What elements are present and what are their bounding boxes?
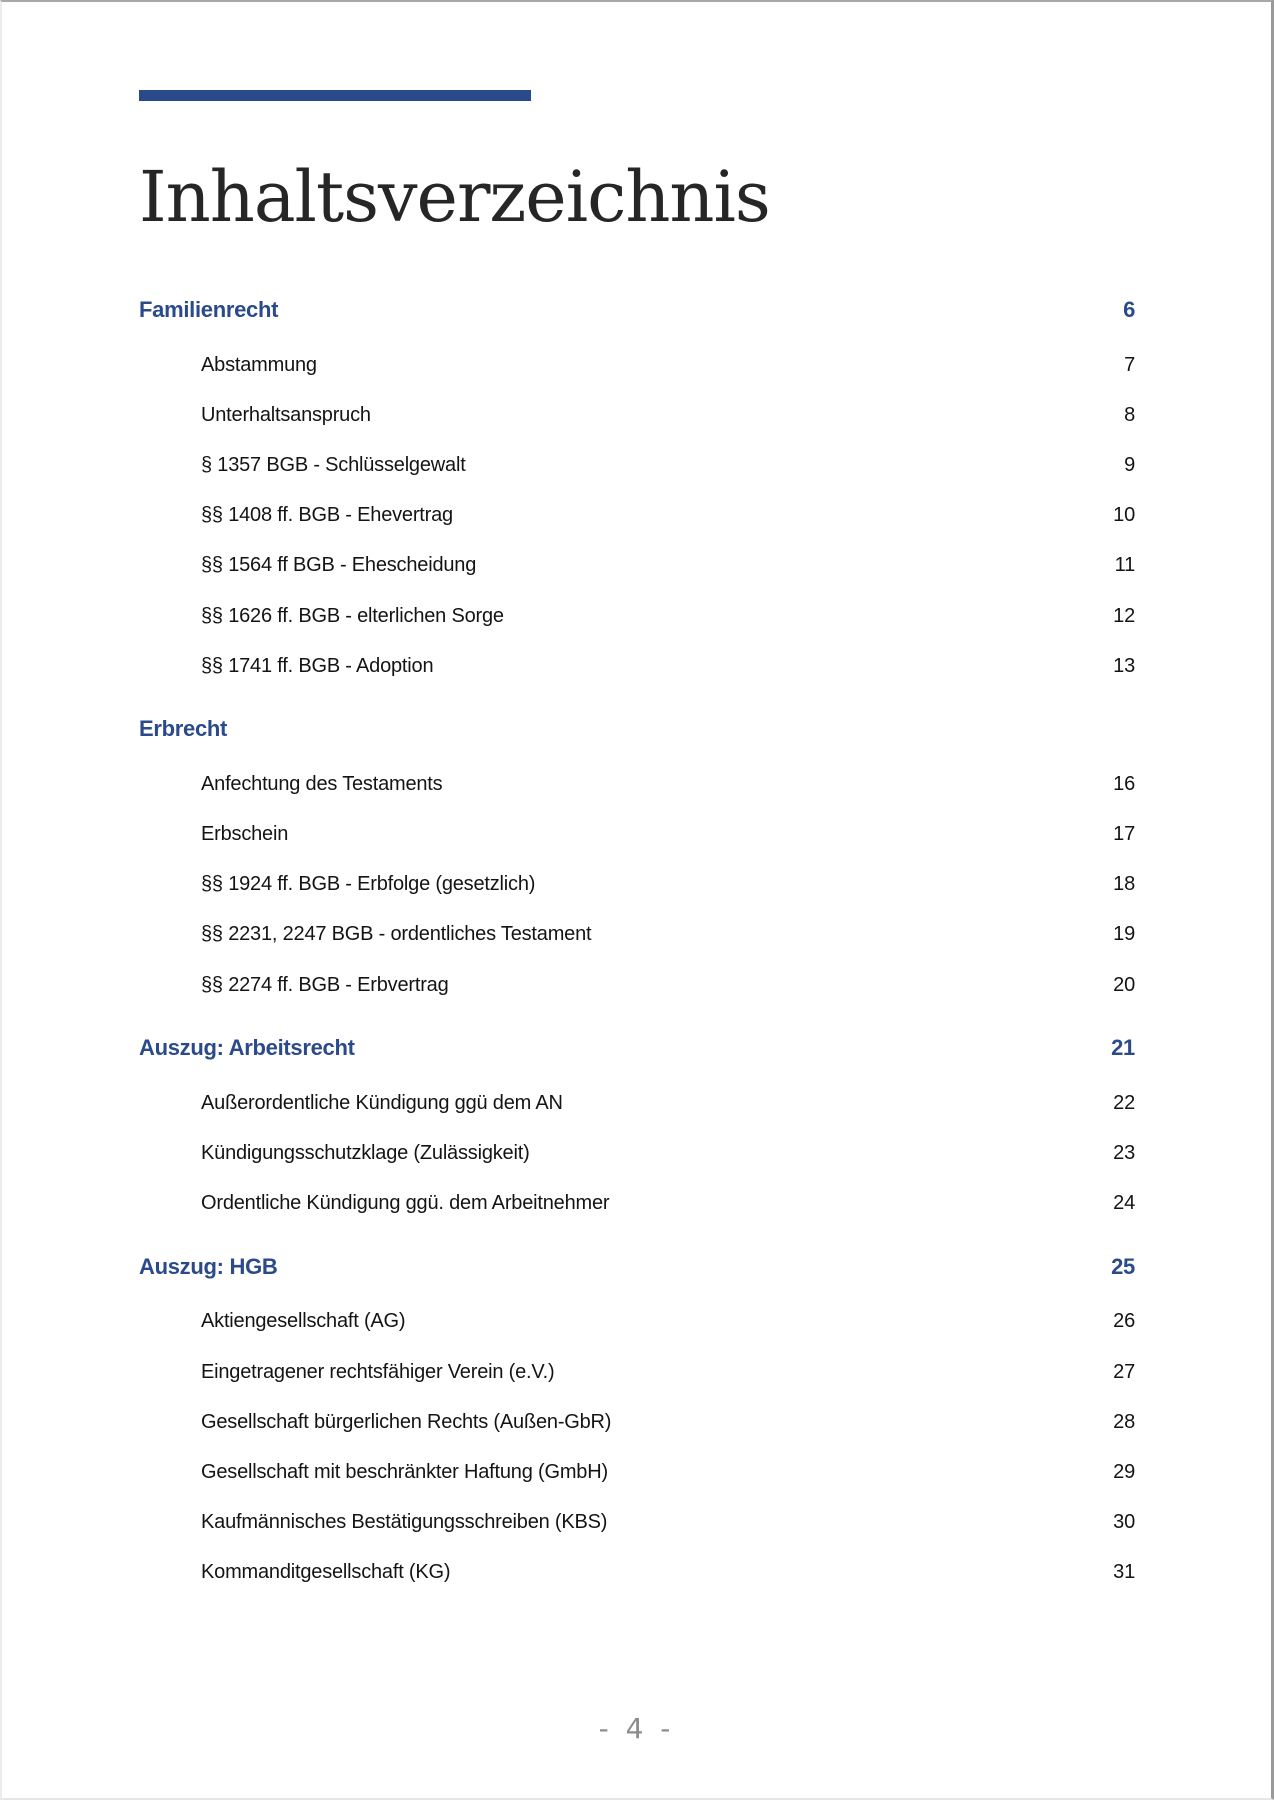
toc-entry-title: Eingetragener rechtsfähiger Verein (e.V.) xyxy=(201,1360,555,1383)
toc-entry-title: Kaufmännisches Bestätigungsschreiben (KBS) xyxy=(201,1511,608,1534)
toc-entry[interactable] xyxy=(139,591,1135,641)
toc-section-heading[interactable] xyxy=(139,1243,1135,1291)
toc-entry-title: Aktiengesellschaft (AG) xyxy=(201,1310,406,1333)
toc-section-heading[interactable] xyxy=(139,705,1135,753)
toc-entry-title: Kündigungsschutzklage (Zulässigkeit) xyxy=(201,1142,530,1165)
toc-entry-title: Gesellschaft bürgerlichen Rechts (Außen-GbR) xyxy=(201,1410,612,1433)
toc-entry-page: 7 xyxy=(1124,353,1135,376)
table-of-contents xyxy=(139,286,1135,1612)
toc-section-title: Auszug: Arbeitsrecht xyxy=(139,1035,355,1061)
toc-section-heading[interactable] xyxy=(139,1024,1135,1072)
toc-entry[interactable] xyxy=(139,1128,1135,1178)
toc-entry-page: 9 xyxy=(1124,453,1135,476)
toc-entry-title: Außerordentliche Kündigung ggü dem AN xyxy=(201,1091,563,1114)
toc-entry-page: 22 xyxy=(1113,1091,1135,1114)
toc-entry[interactable] xyxy=(139,1297,1135,1347)
toc-entry[interactable] xyxy=(139,1447,1135,1497)
toc-entry[interactable] xyxy=(139,1078,1135,1128)
toc-entry-title: §§ 2231, 2247 BGB - ordentliches Testament xyxy=(201,923,592,946)
toc-entry-page: 19 xyxy=(1113,923,1135,946)
toc-section-arbeitsrecht xyxy=(139,1024,1135,1229)
toc-entry[interactable] xyxy=(139,810,1135,860)
toc-entry-page: 18 xyxy=(1113,873,1135,896)
toc-entry-page: 26 xyxy=(1113,1310,1135,1333)
toc-entry-page: 23 xyxy=(1113,1142,1135,1165)
toc-section-title: Auszug: HGB xyxy=(139,1253,278,1279)
page-number-footer: - 4 - xyxy=(598,1712,675,1745)
toc-entry-page: 31 xyxy=(1113,1561,1135,1584)
toc-entry-page: 11 xyxy=(1114,554,1135,577)
toc-entry[interactable] xyxy=(139,860,1135,910)
toc-entry-page: 17 xyxy=(1113,823,1135,846)
toc-section-page: 6 xyxy=(1123,297,1135,322)
toc-entry-title: Gesellschaft mit beschränkter Haftung (GmbH) xyxy=(201,1460,608,1483)
toc-section-page: 25 xyxy=(1111,1253,1135,1279)
toc-entry-title: § 1357 BGB - Schlüsselgewalt xyxy=(201,453,466,476)
toc-entry[interactable] xyxy=(139,1397,1135,1447)
toc-entry-title: Erbschein xyxy=(201,823,289,846)
toc-entry[interactable] xyxy=(139,1179,1135,1229)
toc-entry[interactable] xyxy=(139,1548,1135,1598)
toc-entry[interactable] xyxy=(139,390,1135,440)
toc-section-hgb xyxy=(139,1243,1135,1598)
toc-entry-page: 27 xyxy=(1113,1360,1135,1383)
toc-entry-title: Ordentliche Kündigung ggü. dem Arbeitnehmer xyxy=(201,1192,610,1215)
toc-entry-title: §§ 1741 ff. BGB - Adoption xyxy=(201,654,434,677)
toc-entry[interactable] xyxy=(139,340,1135,390)
toc-entry-page: 13 xyxy=(1113,654,1135,677)
toc-section-heading[interactable] xyxy=(139,286,1135,334)
toc-entry-title: §§ 1626 ff. BGB - elterlichen Sorge xyxy=(201,604,504,627)
toc-entry-title: Abstammung xyxy=(201,353,317,376)
toc-section-familienrecht xyxy=(139,286,1135,691)
toc-section-title: Erbrecht xyxy=(139,716,228,742)
toc-section-title: Familienrecht xyxy=(139,297,279,322)
toc-entry[interactable] xyxy=(139,641,1135,691)
toc-entry-title: Anfechtung des Testaments xyxy=(201,772,443,795)
toc-entry-page: 16 xyxy=(1113,772,1135,795)
title-accent-bar xyxy=(139,90,531,101)
toc-entry[interactable] xyxy=(139,960,1135,1010)
toc-entry-page: 28 xyxy=(1113,1410,1135,1433)
toc-entry-page: 24 xyxy=(1113,1192,1135,1215)
toc-section-page: 21 xyxy=(1111,1035,1135,1061)
toc-entry[interactable] xyxy=(139,491,1135,541)
toc-section-erbrecht xyxy=(139,705,1135,1010)
toc-entry-page: 29 xyxy=(1113,1460,1135,1483)
toc-entry-title: §§ 1924 ff. BGB - Erbfolge (gesetzlich) xyxy=(201,873,536,896)
toc-entry-title: §§ 1408 ff. BGB - Ehevertrag xyxy=(201,504,453,527)
toc-entry[interactable] xyxy=(139,759,1135,809)
toc-entry-page: 10 xyxy=(1113,504,1135,527)
toc-entry-title: §§ 2274 ff. BGB - Erbvertrag xyxy=(201,973,449,996)
toc-entry-title: §§ 1564 ff BGB - Ehescheidung xyxy=(201,554,477,577)
toc-entry-title: Unterhaltsanspruch xyxy=(201,403,371,426)
page-title: Inhaltsverzeichnis xyxy=(139,156,770,238)
toc-entry[interactable] xyxy=(139,541,1135,591)
toc-entry-page: 12 xyxy=(1113,604,1135,627)
toc-entry-title: Kommanditgesellschaft (KG) xyxy=(201,1561,451,1584)
toc-entry[interactable] xyxy=(139,440,1135,490)
toc-entry-page: 20 xyxy=(1113,973,1135,996)
toc-entry[interactable] xyxy=(139,1498,1135,1548)
toc-entry[interactable] xyxy=(139,910,1135,960)
toc-entry-page: 30 xyxy=(1113,1511,1135,1534)
toc-entry[interactable] xyxy=(139,1347,1135,1397)
toc-entry-page: 8 xyxy=(1124,403,1135,426)
